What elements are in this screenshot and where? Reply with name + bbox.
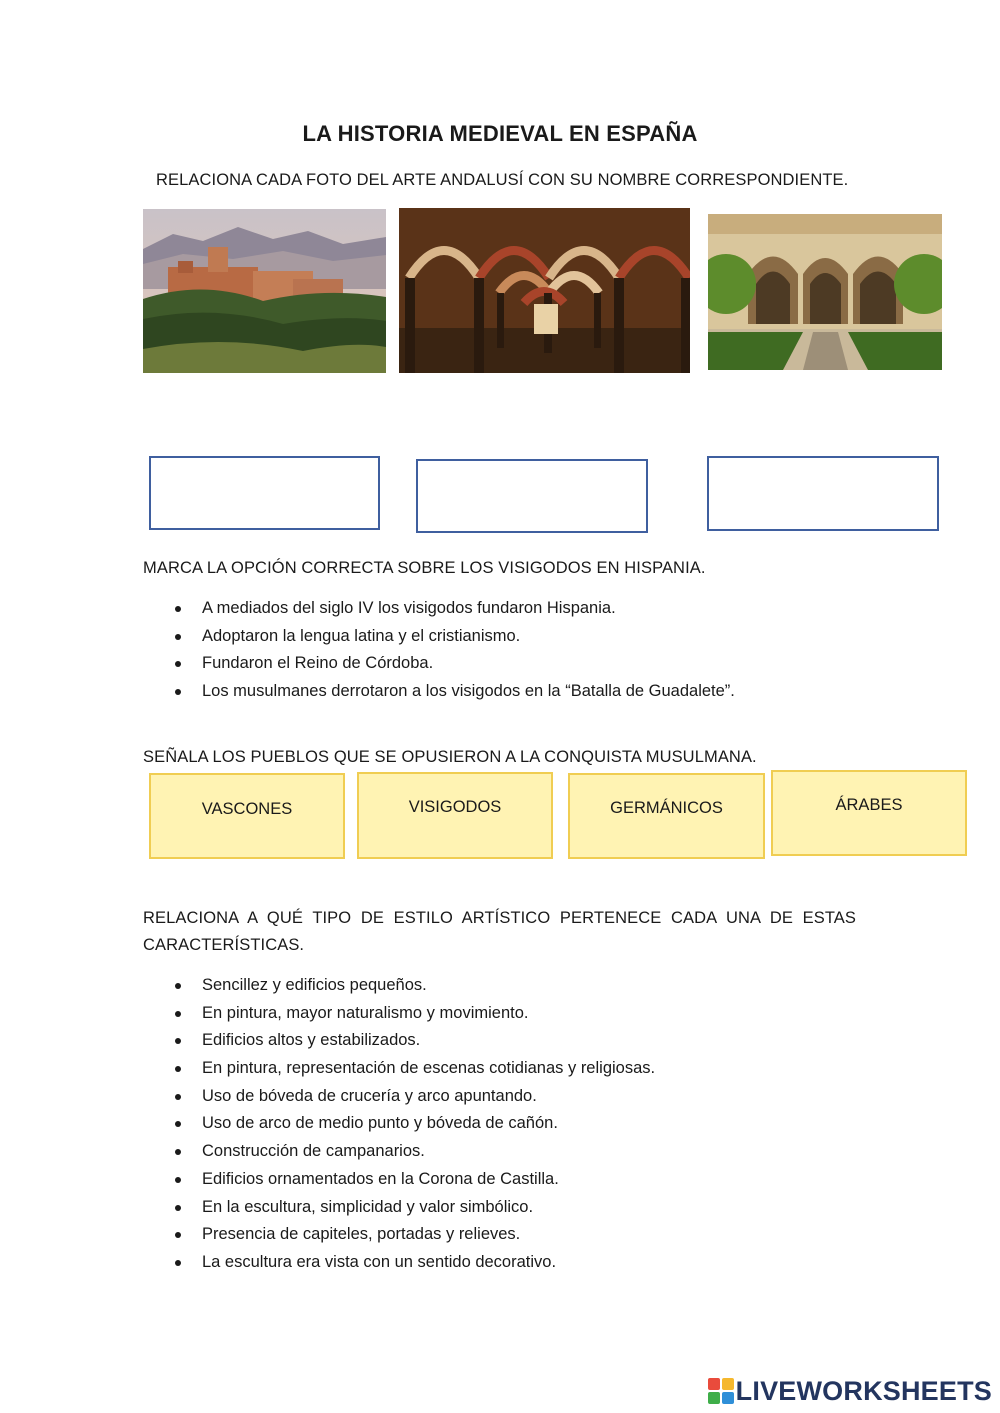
chip-label: VISIGODOS [408, 798, 502, 816]
answer-box-2[interactable] [416, 459, 648, 533]
list-item[interactable]: En pintura, mayor naturalismo y movimiento. [143, 1000, 943, 1028]
chip-visigodos[interactable] [357, 772, 553, 859]
instruction-estilos: RELACIONA A QUÉ TIPO DE ESTILO ARTÍSTICO PERTENECE CADA UNA DE ESTAS CARACTERÍSTICAS. [143, 909, 856, 954]
logo-text: LIVEWORKSHEETS [735, 1375, 992, 1406]
instruction-visigodos: MARCA LA OPCIÓN CORRECTA SOBRE LOS VISIGODOS EN HISPANIA. [143, 559, 706, 577]
list-item[interactable]: En la escultura, simplicidad y valor simbólico. [143, 1194, 943, 1222]
chip-label: GERMÁNICOS [610, 799, 723, 817]
option-item[interactable]: Adoptaron la lengua latina y el cristianismo. [143, 623, 943, 651]
instruction-photos: RELACIONA CADA FOTO DEL ARTE ANDALUSÍ CON SU NOMBRE CORRESPONDIENTE. [156, 171, 849, 189]
photo-aljaferia [708, 214, 942, 370]
liveworksheets-logo [708, 1373, 992, 1409]
instruction-pueblos: SEÑALA LOS PUEBLOS QUE SE OPUSIERON A LA CONQUISTA MUSULMANA. [143, 748, 757, 766]
option-item[interactable]: Fundaron el Reino de Córdoba. [143, 650, 943, 678]
caracteristicas-list [143, 972, 943, 1277]
chip-arabes[interactable] [771, 770, 967, 856]
option-item[interactable]: A mediados del siglo IV los visigodos fundaron Hispania. [143, 595, 943, 623]
list-item[interactable]: En pintura, representación de escenas cotidianas y religiosas. [143, 1055, 943, 1083]
photo-mezquita [399, 208, 690, 373]
list-item[interactable]: Construcción de campanarios. [143, 1138, 943, 1166]
answer-box-1[interactable] [149, 456, 380, 530]
list-item[interactable]: Sencillez y edificios pequeños. [143, 972, 943, 1000]
chip-label: ÁRABES [835, 796, 903, 814]
list-item[interactable]: Edificios altos y estabilizados. [143, 1027, 943, 1055]
chip-vascones[interactable] [149, 773, 345, 859]
list-item[interactable]: Uso de arco de medio punto y bóveda de cañón. [143, 1110, 943, 1138]
visigodos-options-list [143, 595, 943, 706]
list-item[interactable]: Presencia de capiteles, portadas y relieves. [143, 1221, 943, 1249]
list-item[interactable]: La escultura era vista con un sentido decorativo. [143, 1249, 943, 1277]
chip-label: VASCONES [201, 800, 293, 818]
list-item[interactable]: Edificios ornamentados en la Corona de Castilla. [143, 1166, 943, 1194]
liveworksheets-badge-icon [708, 1378, 734, 1404]
list-item[interactable]: Uso de bóveda de crucería y arco apuntando. [143, 1083, 943, 1111]
photo-alhambra [143, 209, 386, 373]
answer-box-3[interactable] [707, 456, 939, 531]
option-item[interactable]: Los musulmanes derrotaron a los visigodos en la “Batalla de Guadalete”. [143, 678, 943, 706]
chip-germanicos[interactable] [568, 773, 765, 859]
page-title: LA HISTORIA MEDIEVAL EN ESPAÑA [302, 121, 698, 146]
